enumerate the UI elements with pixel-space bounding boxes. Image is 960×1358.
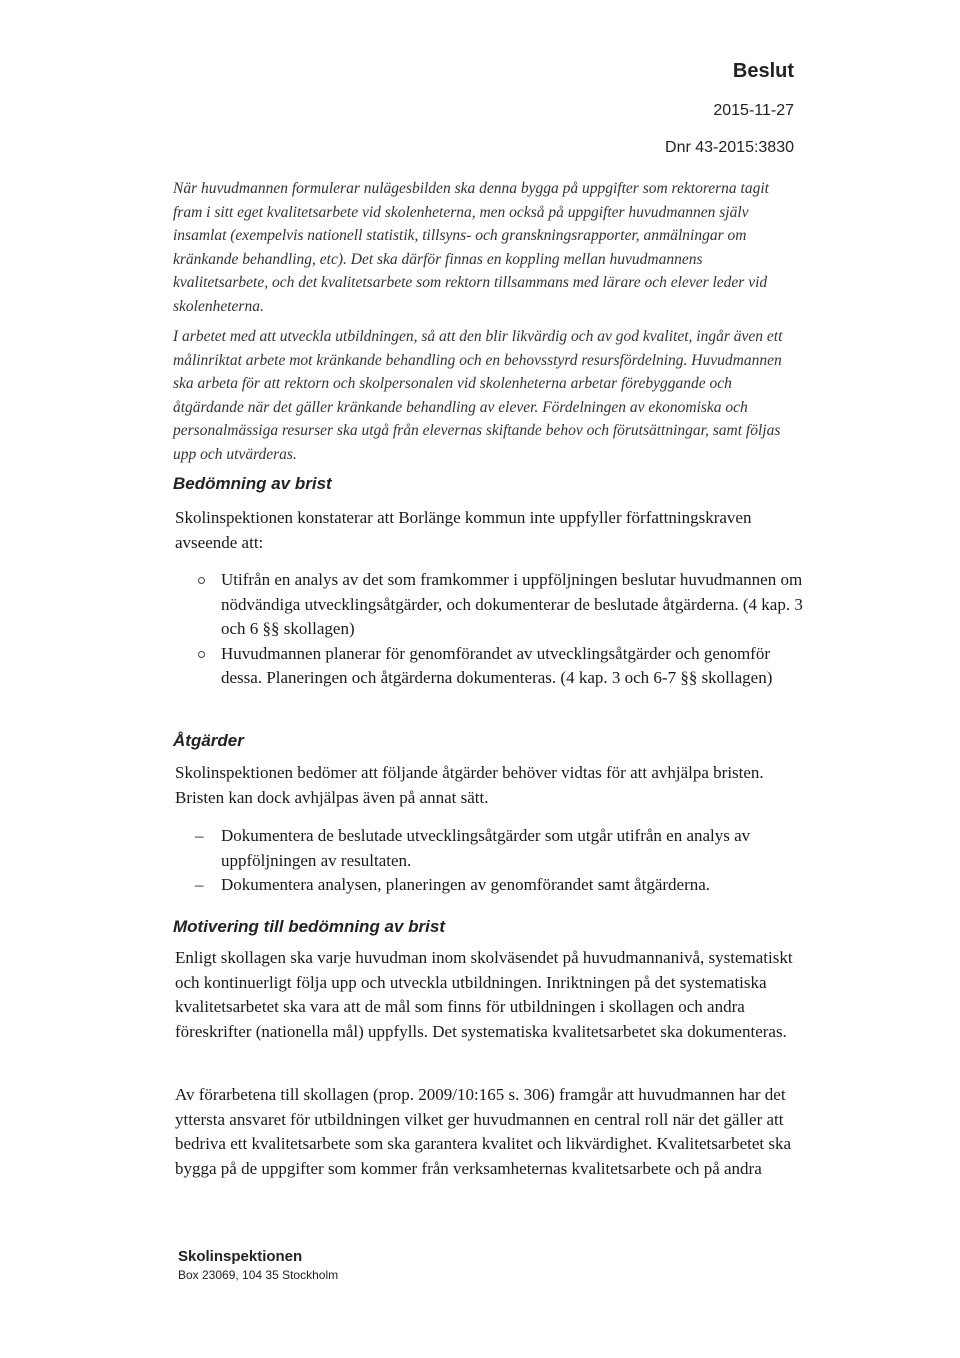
list-item-text: Utifrån en analys av det som framkommer i uppföljningen beslutar huvudmannen om nödvändiga utvecklingsåtgärder, och dokumenterar de beslutade åtgärderna. (4 kap. 3 och 6 §§ skollagen) — [221, 570, 803, 638]
list-item-text: Dokumentera de beslutade utvecklingsåtgärder som utgår utifrån en analys av uppföljningen av resultaten. — [221, 826, 751, 870]
list-item — [175, 642, 805, 691]
list-item — [175, 824, 805, 873]
footer-organization: Skolinspektionen — [178, 1248, 303, 1265]
dash-marker: – — [195, 875, 204, 894]
section-heading-atgarder: Åtgärder — [173, 731, 244, 750]
registration-number: Dnr 43-2015:3830 — [665, 139, 794, 156]
bullet-icon — [198, 651, 205, 658]
motivering-paragraph-1: Enligt skollagen ska varje huvudman inom skolväsendet på huvudmannanivå, systematiskt och kontinuerligt följa upp och utveckla utbildningen. Inriktningen på det systematiska kvalitetsarbetet ska vara att de mål som finns för utbildningen i skollagen och andra föreskrifter (nationella mål) uppfylls. Det systematiska kvalitetsarbetet ska dokumenteras. — [175, 948, 793, 1041]
dash-marker: – — [195, 826, 204, 845]
motivering-paragraph-2: Av förarbetena till skollagen (prop. 2009/10:165 s. 306) framgår att huvudmannen har det yttersta ansvaret för utbildningen vilket ger huvudmannen en central roll när det gäller att bedriva ett kvalitetsarbete som ska garantera kvalitet och likvärdighet. Kvalitetsarbetet ska bygga på de uppgifter som kommer från verksamheternas kvalitetsarbete och på andra — [175, 1085, 792, 1178]
footer-address: Box 23069, 104 35 Stockholm — [178, 1268, 339, 1282]
bullet-icon — [198, 577, 205, 584]
decision-date: 2015-11-27 — [713, 102, 794, 119]
bedomning-bullet-list — [175, 568, 805, 691]
section-heading-motivering: Motivering till bedömning av brist — [173, 917, 446, 936]
list-item — [175, 873, 805, 898]
list-item — [175, 568, 805, 642]
list-item-text: Huvudmannen planerar för genomförandet av utvecklingsåtgärder och genomför dessa. Planeringen och åtgärderna dokumenteras. (4 kap. 3 och 6-7 §§ skollagen) — [221, 643, 773, 687]
bedomning-intro: Skolinspektionen konstaterar att Borlänge kommun inte uppfyller författningskraven avseende att: — [175, 508, 752, 552]
quote-paragraph-1: När huvudmannen formulerar nulägesbilden ska denna bygga på uppgifter som rektorerna tagit fram i sitt eget kvalitetsarbete vid skolenheterna, men också på uppgifter huvudmannen själv insamlat (exempelvis nationell statistik, tillsyns- och granskningsrapporter, anmälningar om kränkande behandling, etc). Det ska därför finnas en koppling mellan huvudmannens kvalitetsarbete, och det kvalitetsarbete som rektorn tillsammans med lärare och elever leder vid skolenheterna. — [173, 180, 769, 315]
document-type-title: Beslut — [732, 60, 794, 82]
list-item-text: Dokumentera analysen, planeringen av genomförandet samt åtgärderna. — [221, 875, 711, 894]
atgarder-intro: Skolinspektionen bedömer att följande åtgärder behöver vidtas för att avhjälpa bristen. Bristen kan dock avhjälpas även på annat sätt. — [175, 763, 764, 807]
section-heading-bedomning: Bedömning av brist — [173, 474, 332, 493]
atgarder-dash-list — [175, 824, 805, 898]
quote-paragraph-2: I arbetet med att utveckla utbildningen, så att den blir likvärdig och av god kvalitet, ingår även ett målinriktat arbete mot kränkande behandling och en behovsstyrd resursfördelning. Huvudmannen ska arbeta för att rektorn och skolpersonalen vid skolenheterna arbetar förebyggande och åtgärdande när det gäller kränkande behandling av elever. Fördelningen av ekonomiska och personalmässiga resurser ska utgå från elevernas skiftande behov och förutsättningar, samt följas upp och utvärderas. — [173, 328, 783, 463]
